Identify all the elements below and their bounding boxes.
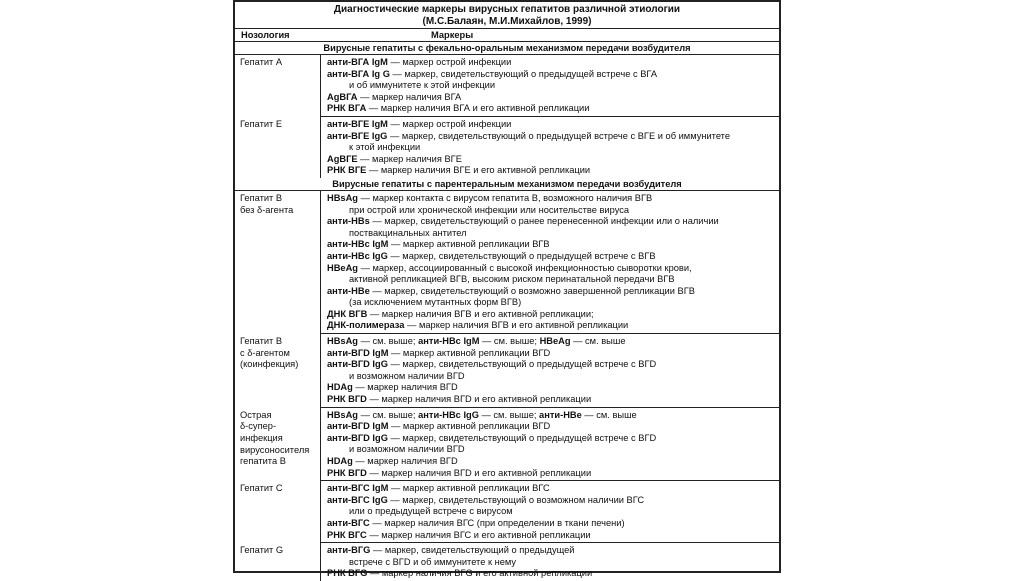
marker-line [327,518,779,530]
table-title [235,2,779,29]
marker-line [327,286,779,298]
marker-description: — маркер контакта с вирусом гепатита В, возможного наличия ВГВ [360,192,653,203]
marker-line [327,80,779,92]
marker-description: — маркер, свидетельствующий о предыдущей встрече с ВГА [392,68,658,79]
section-heading: Вирусные гепатиты с фекально-оральным механизмом передачи возбудителя [235,42,779,55]
marker-description: — маркер, свидетельствующий о возможном наличии ВГС [390,494,645,505]
nosology-cell [235,334,321,408]
marker-description: и возможном наличии ВГD [349,370,465,381]
marker-name: анти-ВГА IgM [327,57,388,67]
marker-description: — см. выше; [482,336,540,347]
marker-name: HDAg [327,456,353,466]
nosology-label: без δ-агента [240,204,294,215]
nosology-cell [235,408,321,482]
marker-description: — маркер наличия ВГВ и его активной репликации; [369,308,594,319]
markers-cell [321,55,779,117]
marker-description: — маркер острой инфекции [390,57,512,67]
marker-line [327,506,779,518]
marker-line [327,456,779,468]
nosology-row [235,543,779,581]
nosology-cell [235,481,321,543]
marker-description: — маркер наличия ВГЕ [360,153,462,164]
marker-line [327,348,779,360]
marker-line [327,320,779,332]
marker-line [327,359,779,371]
marker-line [327,394,779,406]
marker-line [327,495,779,507]
header-row [235,29,779,42]
marker-name: HBeAg [539,336,571,347]
header-markers: Маркеры [431,30,474,40]
marker-line [327,69,779,81]
marker-description: (за исключением мутантных форм ВГВ) [349,297,522,308]
nosology-row [235,334,779,408]
marker-line [327,251,779,263]
marker-description: — маркер наличия ВГА и его активной репликации [368,103,590,114]
title-subtitle: (М.С.Балаян, М.И.Михайлов, 1999) [422,15,592,27]
marker-line [327,239,779,251]
marker-description: — см. выше [573,336,626,347]
marker-line [327,421,779,433]
nosology-cell [235,55,321,117]
marker-line [327,483,779,495]
marker-description: при острой или хронической инфекции или носительстве вируса [349,204,630,215]
marker-line [327,382,779,394]
nosology-row [235,408,779,482]
marker-name: анти-ВГD IgG [327,432,388,443]
nosology-row [235,481,779,543]
marker-description: встрече с ВГD и об иммунитете к нему [349,556,517,567]
header-nosology: Нозология [241,30,290,40]
marker-description: — маркер, свидетельствующий о предыдущей встрече с ВГЕ и об иммунитете [390,130,731,141]
nosology-label: Гепатит Е [240,118,283,129]
marker-name: ДНК-полимераза [327,320,405,331]
nosology-cell [235,543,321,581]
marker-line [327,433,779,445]
marker-description: — маркер активной репликации ВГВ [390,239,550,250]
nosology-label: Гепатит В [240,336,283,347]
nosology-label: гепатита В [240,456,286,467]
markers-block [321,117,779,178]
marker-name: РНК ВГЕ [327,165,367,176]
marker-name: РНК ВГG [327,568,368,579]
marker-line [327,57,779,69]
marker-description: к этой инфекции [349,142,421,153]
marker-name: анти-ВГЕ IgG [327,130,388,141]
marker-description: — маркер, свидетельствующий о предыдущей встрече с ВГD [390,432,657,443]
marker-name: HDAg [327,382,353,393]
marker-description: — маркер наличия ВГD и его активной репликации [369,394,592,405]
nosology-row [235,117,779,178]
marker-description: — см. выше; [481,409,540,420]
marker-line [327,103,779,115]
marker-description: — маркер активной репликации ВГС [390,483,550,494]
marker-description: или о предыдущей встрече с вирусом [349,506,513,517]
marker-name: анти-HBs [327,216,370,227]
marker-name: РНК ВГD [327,467,367,478]
nosology-label: с δ-агентом [240,347,290,358]
marker-name: РНК ВГD [327,394,367,405]
marker-name: анти-ВГD IgM [327,347,389,358]
markers-block [321,191,779,334]
marker-name: анти-ВГС IgG [327,494,388,505]
markers-block [321,481,779,543]
nosology-label: Острая [240,409,272,420]
marker-name: анти-ВГА Ig G [327,68,390,79]
marker-name: анти-HBc IgM [327,239,389,250]
marker-line [327,557,779,569]
nosology-label: Гепатит В [240,192,283,203]
marker-description: — см. выше; [360,409,419,420]
marker-name: анти-ВГD IgM [327,421,389,432]
marker-description: — см. выше [584,409,637,420]
marker-line [327,165,779,177]
marker-line [327,263,779,275]
marker-description: поствакцинальных антител [349,227,467,238]
markers-cell [321,191,779,334]
marker-description: — маркер наличия ВГС и его активной репликации [369,529,591,540]
markers-cell [321,481,779,543]
marker-line [327,216,779,228]
title-line: Диагностические маркеры вирусных гепатитов различной этиологии [333,4,681,15]
nosology-label: Гепатит С [240,483,283,494]
markers-block [321,55,779,117]
markers-cell [321,334,779,408]
marker-name: AgВГЕ [327,153,358,164]
marker-description: — маркер, свидетельствующий о предыдущей [372,545,575,556]
marker-description: и возможном наличии ВГD [349,444,465,455]
section-heading: Вирусные гепатиты с парентеральным механизмом передачи возбудителя [235,178,779,191]
markers-block [321,543,779,581]
marker-name: анти-ВГС [327,517,370,528]
marker-line [327,131,779,143]
marker-line [327,468,779,480]
nosology-label: (коинфекция) [240,359,299,370]
marker-name: РНК ВГА [327,103,367,114]
nosology-row [235,191,779,334]
marker-name: HBsAg [327,336,358,347]
marker-name: анти-ВГЕ IgM [327,118,388,129]
nosology-label: вирусоносителя [240,444,310,455]
marker-description: — маркер, свидетельствующий о предыдущей встрече с ВГВ [390,250,656,261]
nosology-row [235,55,779,117]
marker-name: анти-ВГD IgG [327,359,388,370]
nosology-label: δ-супер- [240,421,277,432]
marker-line [327,336,779,348]
marker-line [327,193,779,205]
marker-name: анти-ВГС IgM [327,483,389,494]
marker-description: — маркер наличия ВГD [355,382,458,393]
marker-description: — маркер, свидетельствующий о предыдущей встрече с ВГD [390,359,657,370]
marker-name: анти-HBc IgG [418,409,479,420]
nosology-cell [235,117,321,178]
nosology-label: Гепатит G [240,545,284,556]
markers-cell [321,117,779,178]
marker-line [327,228,779,240]
marker-description: — маркер, свидетельствующий о ранее перенесенной инфекции или о наличии [372,216,719,227]
marker-name: РНК ВГС [327,529,367,540]
marker-line [327,545,779,557]
markers-cell [321,408,779,482]
marker-description: — маркер наличия ВГЕ и его активной репликации [368,165,591,176]
marker-description: — маркер, свидетельствующий о возможно завершенной репликации ВГВ [372,285,695,296]
marker-description: и об иммунитете к этой инфекции [349,80,496,91]
marker-description: — маркер наличия ВГD [355,456,458,466]
marker-name: анти-HBc IgG [327,250,388,261]
marker-name: анти-HBe [327,285,370,296]
marker-description: — маркер наличия ВГА [360,91,462,102]
marker-description: — маркер, ассоциированный с высокой инфекционностью сыворотки крови, [360,262,692,273]
marker-line [327,371,779,383]
markers-block [321,408,779,482]
marker-name: HBeAg [327,262,358,273]
marker-line [327,297,779,309]
marker-line [327,444,779,456]
markers-table [233,0,781,579]
marker-line [327,142,779,154]
marker-line [327,568,779,580]
markers-block [321,334,779,408]
marker-description: — маркер активной репликации ВГD [391,421,551,432]
markers-cell [321,543,779,581]
marker-line [327,274,779,286]
marker-name: HBsAg [327,192,358,203]
marker-description: — маркер наличия ВГD и его активной репликации [369,467,592,478]
marker-description: — маркер активной репликации ВГD [391,347,551,358]
marker-description: — маркер острой инфекции [390,118,512,129]
marker-line [327,530,779,542]
marker-description: — маркер наличия ВГG и его активной репликации [369,568,593,579]
marker-line [327,92,779,104]
marker-line [327,154,779,166]
marker-line [327,119,779,131]
nosology-label: инфекция [240,433,283,444]
nosology-label: Гепатит А [240,57,283,67]
marker-name: ДНК ВГВ [327,308,368,319]
marker-line [327,205,779,217]
marker-description: — маркер наличия ВГВ и его активной репликации [407,320,629,331]
marker-name: анти-HBe [539,409,582,420]
marker-line [327,410,779,422]
marker-name: HBsAg [327,409,358,420]
marker-description: — см. выше; [360,336,419,347]
marker-name: анти-ВГG [327,545,371,556]
marker-description: активной репликацией ВГВ, высоким риском перинатальной передачи ВГВ [349,274,675,285]
table-body [235,42,779,581]
nosology-cell [235,191,321,334]
marker-name: анти-HBc IgM [418,336,480,347]
marker-line [327,309,779,321]
marker-description: — маркер наличия ВГС (при определении в ткани печени) [372,517,625,528]
marker-name: AgВГА [327,91,358,102]
